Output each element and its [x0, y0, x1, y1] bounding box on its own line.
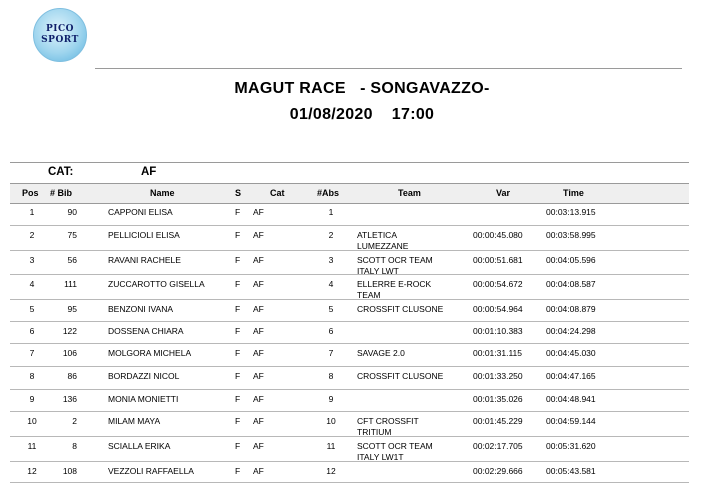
- cell-cat: AF: [253, 304, 264, 314]
- cell-cat: AF: [253, 371, 264, 381]
- cell-abs: 12: [326, 466, 336, 476]
- cell-cat: AF: [253, 466, 264, 476]
- col-bib-header: # Bib: [50, 188, 73, 198]
- race-date-time: 01/08/2020 17:00: [289, 106, 435, 123]
- cell-pos: 9: [29, 394, 35, 404]
- cell-pos: 5: [29, 304, 35, 314]
- cell-name: ZUCCAROTTO GISELLA: [108, 279, 205, 289]
- cell-bib: 111: [64, 279, 77, 289]
- logo-line-2: SPORT: [41, 35, 79, 45]
- cell-pos: 2: [29, 230, 35, 240]
- cell-team: CROSSFIT CLUSONE: [357, 371, 444, 381]
- table-row: [10, 437, 689, 462]
- cell-name: RAVANI RACHELE: [108, 255, 181, 265]
- cell-abs: 3: [328, 255, 334, 265]
- cell-cat: AF: [253, 441, 264, 451]
- cell-abs: 6: [328, 326, 334, 336]
- cell-pos: 12: [27, 466, 37, 476]
- cell-name: MILAM MAYA: [108, 416, 161, 426]
- cell-time: 00:05:43.581: [546, 466, 596, 476]
- cell-name: PELLICIOLI ELISA: [108, 230, 180, 240]
- cell-time: 00:04:24.298: [546, 326, 596, 336]
- cell-team: CFT CROSSFIT TRITIUM: [357, 416, 419, 437]
- cell-var: 00:01:35.026: [473, 394, 523, 404]
- cell-time: 00:04:59.144: [546, 416, 596, 426]
- cell-team: SAVAGE 2.0: [357, 348, 405, 358]
- cell-sex: F: [235, 348, 241, 358]
- cell-name: MOLGORA MICHELA: [108, 348, 192, 358]
- cell-pos: 4: [29, 279, 35, 289]
- table-row: [10, 251, 689, 275]
- cell-abs: 5: [328, 304, 334, 314]
- cell-sex: F: [235, 441, 241, 451]
- results-table-body: [0, 203, 724, 483]
- col-pos-header: Pos: [22, 188, 39, 198]
- cell-cat: AF: [253, 207, 264, 217]
- table-row: [10, 300, 689, 322]
- cell-cat: AF: [253, 348, 264, 358]
- table-row: [10, 322, 689, 344]
- cell-var: 00:01:45.229: [473, 416, 523, 426]
- table-row: [10, 367, 689, 390]
- cell-name: BORDAZZI NICOL: [108, 371, 180, 381]
- cell-pos: 3: [29, 255, 35, 265]
- results-table-header: [10, 183, 689, 204]
- cell-sex: F: [235, 279, 241, 289]
- cell-time: 00:04:47.165: [546, 371, 596, 381]
- cell-cat: AF: [253, 326, 264, 336]
- cell-time: 00:03:13.915: [546, 207, 596, 217]
- cell-team: ELLERRE E-ROCK TEAM: [357, 279, 432, 300]
- cell-name: VEZZOLI RAFFAELLA: [108, 466, 194, 476]
- cell-time: 00:04:08.587: [546, 279, 596, 289]
- cell-time: 00:04:48.941: [546, 394, 596, 404]
- cell-pos: 6: [29, 326, 35, 336]
- cell-name: MONIA MONIETTI: [108, 394, 179, 404]
- cell-sex: F: [235, 466, 241, 476]
- cell-bib: 90: [67, 207, 77, 217]
- cell-var: 00:00:54.964: [473, 304, 523, 314]
- cell-time: 00:04:45.030: [546, 348, 596, 358]
- col-cat-header: Cat: [270, 188, 285, 198]
- category-label: CAT:: [48, 166, 74, 178]
- cell-team: SCOTT OCR TEAM ITALY LW1T: [357, 441, 433, 462]
- cell-sex: F: [235, 416, 241, 426]
- cell-bib: 56: [67, 255, 77, 265]
- cell-sex: F: [235, 230, 241, 240]
- table-row: [10, 390, 689, 412]
- table-row: [10, 412, 689, 437]
- cell-pos: 1: [29, 207, 35, 217]
- col-sex-header: S: [235, 188, 242, 198]
- cell-cat: AF: [253, 416, 264, 426]
- cell-cat: AF: [253, 230, 264, 240]
- cell-abs: 7: [328, 348, 334, 358]
- cell-bib: 136: [62, 394, 77, 404]
- table-row: [10, 275, 689, 300]
- cell-abs: 2: [328, 230, 334, 240]
- cell-time: 00:03:58.995: [546, 230, 596, 240]
- col-time-header: Time: [563, 188, 584, 198]
- cell-var: 00:01:33.250: [473, 371, 523, 381]
- cell-cat: AF: [253, 279, 264, 289]
- cell-sex: F: [235, 207, 241, 217]
- cell-team: CROSSFIT CLUSONE: [357, 304, 444, 314]
- col-var-header: Var: [496, 188, 511, 198]
- cell-var: 00:00:45.080: [473, 230, 523, 240]
- cell-var: 00:01:31.115: [473, 348, 522, 358]
- col-name-header: Name: [150, 188, 175, 198]
- category-line: [10, 162, 689, 183]
- cell-bib: 108: [62, 466, 77, 476]
- cell-var: 00:00:54.672: [473, 279, 523, 289]
- cell-bib: 95: [67, 304, 77, 314]
- cell-bib: 75: [67, 230, 77, 240]
- cell-sex: F: [235, 255, 241, 265]
- cell-time: 00:04:08.879: [546, 304, 596, 314]
- col-abs-header: #Abs: [317, 188, 340, 198]
- cell-name: CAPPONI ELISA: [108, 207, 173, 217]
- cell-abs: 4: [328, 279, 334, 289]
- header-divider: [95, 68, 682, 69]
- cell-sex: F: [235, 371, 241, 381]
- cell-abs: 11: [326, 441, 336, 451]
- cell-pos: 10: [27, 416, 37, 426]
- table-row: [10, 462, 689, 483]
- cell-bib: 8: [72, 441, 77, 451]
- table-row: [10, 344, 689, 367]
- cell-cat: AF: [253, 394, 264, 404]
- cell-bib: 122: [62, 326, 77, 336]
- cell-pos: 7: [29, 348, 35, 358]
- pico-sport-logo: [33, 8, 87, 62]
- cell-var: 00:00:51.681: [473, 255, 523, 265]
- cell-pos: 11: [27, 441, 37, 451]
- cell-abs: 1: [328, 207, 334, 217]
- cell-abs: 9: [328, 394, 334, 404]
- cell-var: 00:01:10.383: [473, 326, 523, 336]
- cell-bib: 106: [62, 348, 77, 358]
- table-row: [10, 226, 689, 251]
- cell-name: DOSSENA CHIARA: [108, 326, 184, 336]
- cell-bib: 2: [72, 416, 77, 426]
- cell-sex: F: [235, 304, 241, 314]
- cell-time: 00:05:31.620: [546, 441, 596, 451]
- cell-name: BENZONI IVANA: [108, 304, 174, 314]
- cell-pos: 8: [29, 371, 35, 381]
- cell-time: 00:04:05.596: [546, 255, 596, 265]
- cell-bib: 86: [67, 371, 77, 381]
- table-row: [10, 203, 689, 226]
- cell-name: SCIALLA ERIKA: [108, 441, 171, 451]
- logo-line-1: PICO: [46, 24, 74, 34]
- cell-abs: 10: [326, 416, 336, 426]
- category-value: AF: [141, 166, 157, 178]
- cell-cat: AF: [253, 255, 264, 265]
- race-title: MAGUT RACE - SONGAVAZZO-: [234, 80, 490, 97]
- cell-abs: 8: [328, 371, 334, 381]
- cell-team: SCOTT OCR TEAM ITALY LWT: [357, 255, 433, 276]
- cell-team: ATLETICA LUMEZZANE: [357, 230, 409, 251]
- col-team-header: Team: [398, 188, 421, 198]
- cell-var: 00:02:29.666: [473, 466, 523, 476]
- cell-sex: F: [235, 326, 241, 336]
- cell-sex: F: [235, 394, 241, 404]
- cell-var: 00:02:17.705: [473, 441, 523, 451]
